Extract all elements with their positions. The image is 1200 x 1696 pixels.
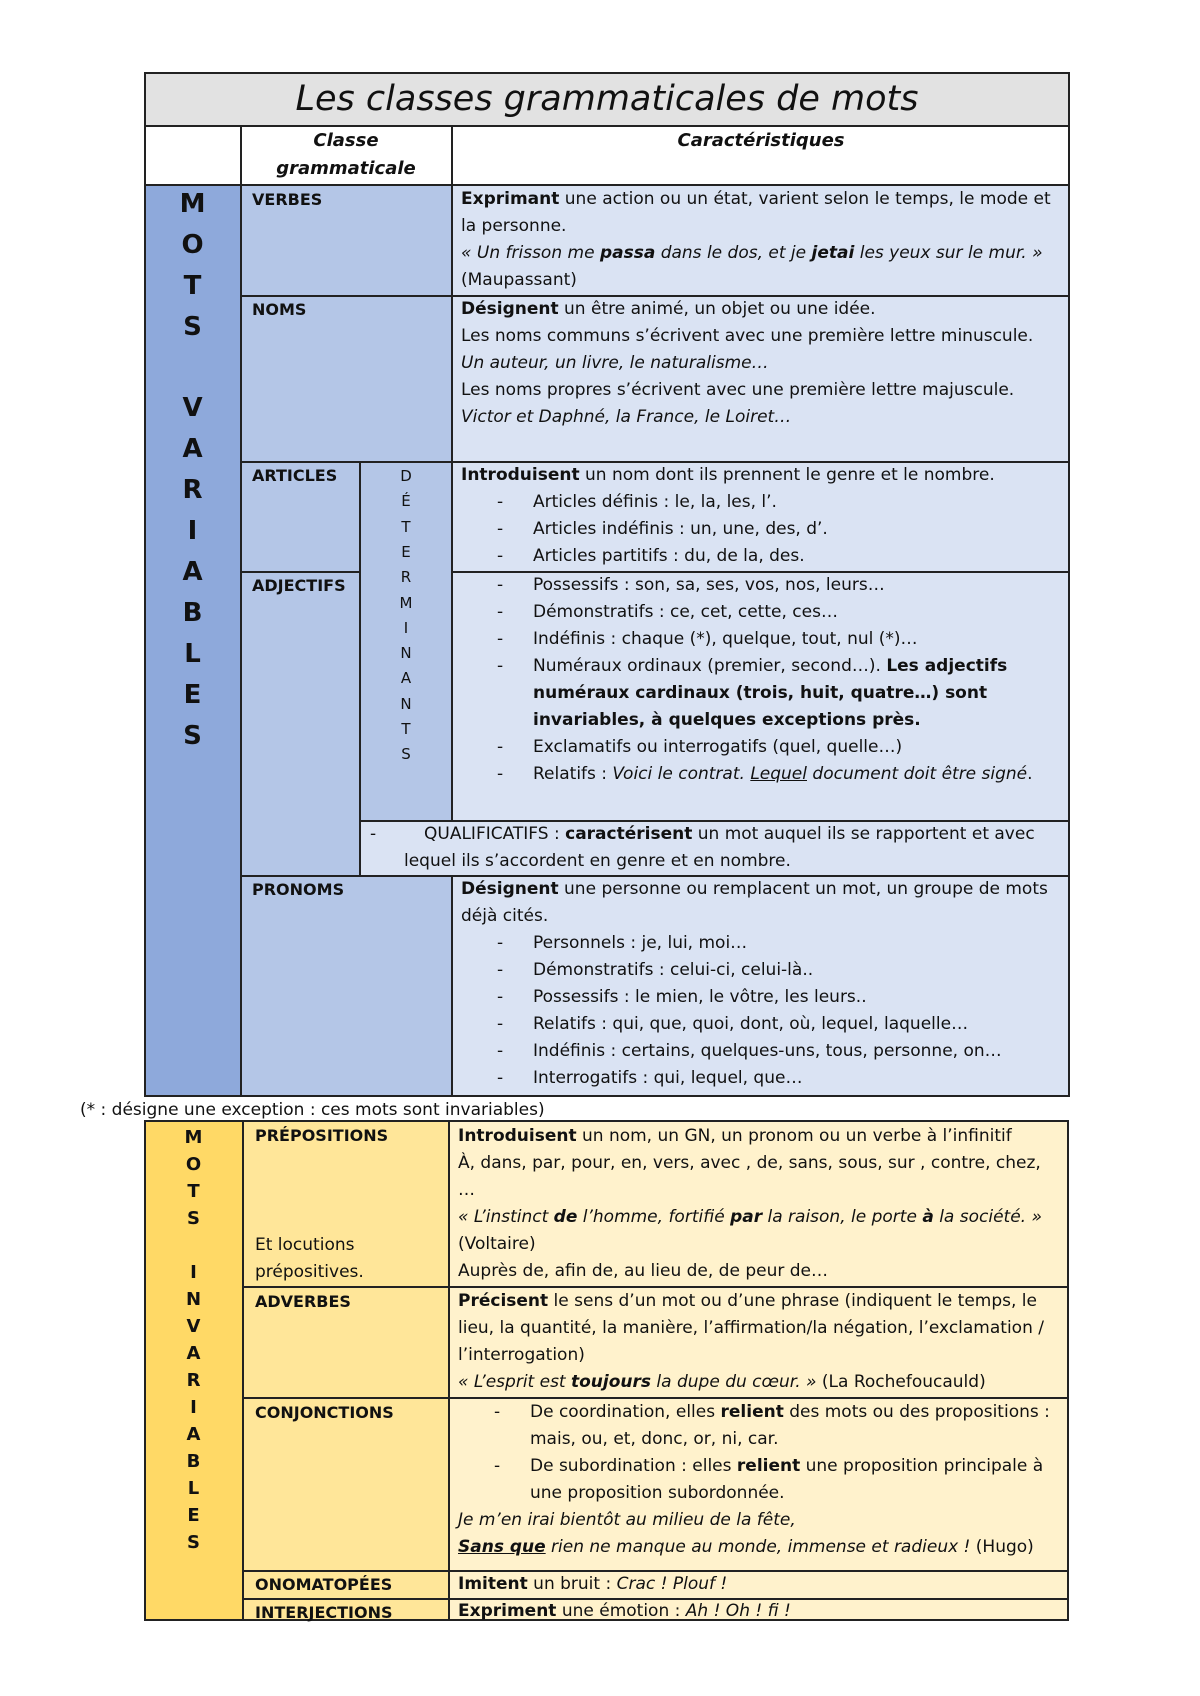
desc-pronoms [461,876,1061,1092]
paragraph [458,1507,1062,1534]
side-letter: R [182,475,203,505]
text-run: Expriment [458,1601,557,1621]
determinants-letter: A [400,669,412,688]
list-item: - Démonstratifs : celui-ci, celui-là.. [497,960,814,980]
text-run: Victor et Daphné, la France, le Loiret… [461,407,792,427]
side-letter: V [182,393,203,423]
text-run: des mots ou des propositions : mais, ou, et, donc, or, ni, car. [530,1402,1050,1449]
determinants-letter: R [400,568,412,587]
text-run: (La Rochefoucauld) [816,1372,986,1392]
text-run: dans le dos, et je [655,243,812,263]
text-run: « L’instinct [458,1207,554,1227]
text-run: De subordination : elles [530,1456,737,1476]
paragraph [461,323,1061,350]
mots-variables-label [144,190,241,1090]
text-run: Crac ! Plouf ! [616,1574,728,1594]
text-run: Exclamatifs ou interrogatifs (quel, quelle…) [533,737,903,757]
desc-interjections [458,1598,1062,1625]
determinants-letter: D [400,467,412,485]
text-run: toujours [571,1372,652,1392]
side-letter: B [182,598,203,628]
text-run: Personnels : je, lui, moi… [533,933,748,953]
text-run: Désignent [461,299,559,319]
text-run: Démonstratifs : celui-ci, celui-là.. [533,960,814,980]
text-run: Numéraux ordinaux (premier, second…). [533,656,887,676]
text-run: un être animé, un objet ou une idée. [558,299,876,319]
class-noms: NOMS [252,300,307,319]
side-letter: E [187,1505,200,1526]
side-letter: T [183,271,202,301]
header-classe: Classe grammaticale [276,130,416,179]
side-letter: L [187,1478,200,1499]
class-prepositions: PRÉPOSITIONS [255,1126,389,1145]
mots-invariables-label [144,1120,243,1620]
text-run: Désignent [461,879,559,899]
text-run: Voici le contrat. [612,764,751,784]
paragraph [458,1598,1062,1625]
text-run: Sans que [458,1537,546,1557]
text-run: . [1027,764,1033,784]
side-letter: T [187,1181,200,1202]
paragraph [458,1204,1062,1258]
side-letter: I [187,516,198,546]
paragraph [461,296,1061,323]
side-letter: A [186,1424,201,1445]
text-run: Auprès de, afin de, au lieu de, de peur de… [458,1261,829,1281]
class-verbes: VERBES [252,190,323,209]
paragraph [458,1534,1062,1561]
desc-onomatopees [458,1571,1062,1598]
list-item: - Articles partitifs : du, de la, des. [497,546,805,566]
side-letter: O [185,1154,202,1175]
list-item: - Articles définis : le, la, les, l’. [497,492,777,512]
text-run: Démonstratifs : ce, cet, cette, ces… [533,602,838,622]
text-run: Articles définis : le, la, les, l’. [533,492,777,512]
class-pronoms: PRONOMS [252,880,345,899]
text-run: une émotion : [556,1601,686,1621]
side-letter: A [186,1343,201,1364]
list-item: - Démonstratifs : ce, cet, cette, ces… [497,602,838,622]
determinants-label [360,463,452,803]
paragraph [458,1288,1062,1369]
side-letter: E [183,680,202,710]
invariables-class-column [243,1122,449,1621]
invariables-table [0,1120,1200,1620]
text-run: les yeux sur le mur. » [854,243,1043,263]
text-run: caractérisent [565,824,693,844]
list-item: - Indéfinis : certains, quelques-uns, tous, personne, on… [497,1041,1002,1061]
list-item: - Exclamatifs ou interrogatifs (quel, quelle…) [497,737,903,757]
paragraph [458,1571,1062,1598]
text-run: un nom, un GN, un pronom ou un verbe à l’infinitif [576,1126,1012,1146]
text-run: Je m’en irai bientôt au milieu de la fête, [458,1510,796,1530]
side-letter: I [190,1397,197,1418]
text-run: l’homme, fortifié [577,1207,731,1227]
text-run: Précisent [458,1291,549,1311]
paragraph [461,404,1061,431]
text-run: Un auteur, un livre, le naturalisme… [461,353,769,373]
class-adjectifs: ADJECTIFS [252,576,346,595]
class-articles: ARTICLES [252,466,338,485]
text-run: une action ou un état, varient selon le temps, le mode et la personne. [461,189,1051,236]
determinants-letter: N [400,644,412,663]
side-letter: S [183,312,202,342]
side-letter: S [187,1208,200,1229]
class-prepositions-sub: Et locutions prépositives. [255,1235,364,1282]
text-run: jetai [811,243,855,263]
determinants-letter: E [401,542,411,561]
desc-noms [461,296,1061,431]
list-item: - Possessifs : son, sa, ses, vos, nos, leurs… [497,575,885,595]
side-letter: S [187,1532,200,1553]
side-letter: R [186,1370,201,1391]
text-run: à [922,1207,934,1227]
determinants-letter: M [399,593,413,612]
list-item: - Indéfinis : chaque (*), quelque, tout, nul (*)… [497,629,918,649]
determinants-letter: T [401,720,411,738]
text-run: (Hugo) [970,1537,1034,1557]
text-run: (Voltaire) [458,1234,536,1254]
text-run: une personne ou remplacent un mot, un groupe de mots déjà cités. [461,879,1048,926]
text-run: Articles partitifs : du, de la, des. [533,546,805,566]
desc-articles [461,462,1061,570]
desc-conjonctions [458,1399,1062,1561]
text-run: Les noms communs s’écrivent avec une première lettre minuscule. [461,326,1034,346]
list-item: - Relatifs : qui, que, quoi, dont, où, lequel, laquelle… [497,1014,969,1034]
text-run: Indéfinis : chaque (*), quelque, tout, nul (*)… [533,629,918,649]
text-run: rien ne manque au monde, immense et radieux ! [545,1537,971,1557]
desc-prepositions [458,1123,1062,1285]
text-run: QUALIFICATIFS : [424,824,566,844]
desc-adverbes [458,1288,1062,1396]
text-run: Articles indéfinis : un, une, des, d’. [533,519,828,539]
text-run: Exprimant [461,189,560,209]
paragraph [461,876,1061,930]
side-letter: O [181,230,204,260]
text-run: Indéfinis : certains, quelques-uns, tous, personne, on… [533,1041,1002,1061]
text-run: Les noms propres s’écrivent avec une première lettre majuscule. [461,380,1015,400]
side-letter: A [182,434,203,464]
paragraph [458,1150,1062,1204]
text-run: De coordination, elles [530,1402,721,1422]
class-conjonctions: CONJONCTIONS [255,1403,394,1422]
paragraph [458,1369,1062,1396]
text-run: À, dans, par, pour, en, vers, avec , de, sans, sous, sur , contre, chez, … [458,1153,1041,1200]
class-onomatopees: ONOMATOPÉES [255,1575,393,1594]
desc-qualificatifs: - QUALIFICATIFS : caractérisent un mot auquel ils se rapportent et avec lequel ils s’accordent en genre et en nombre. [370,824,1035,871]
text-run: relient [736,1456,801,1476]
text-run: la société. » [933,1207,1042,1227]
side-letter: N [185,1289,202,1310]
side-letter: M [179,189,206,219]
paragraph [458,1123,1062,1150]
footnote: (* : désigne une exception : ces mots sont invariables) [80,1100,545,1120]
list-item: - Articles indéfinis : un, une, des, d’. [497,519,828,539]
class-interjections: INTERJECTIONS [255,1603,393,1622]
text-run: « Un frisson me [461,243,600,263]
text-run: Lequel [750,764,807,784]
text-run: une proposition principale à une proposition subordonnée. [530,1456,1044,1503]
desc-adjectifs [461,572,1061,788]
list-item: - Personnels : je, lui, moi… [497,933,748,953]
text-run: Les adjectifs numéraux cardinaux (trois, huit, quatre…) sont invariables, à quelques exceptions près. [533,656,1008,730]
text-run: un nom dont ils prennent le genre et le nombre. [579,465,995,485]
text-run: par [730,1207,763,1227]
text-run: Relatifs : qui, que, quoi, dont, où, lequel, laquelle… [533,1014,969,1034]
text-run: relient [720,1402,784,1422]
list-item: - De coordination, elles relient des mots ou des propositions : mais, ou, et, donc, or, ni, car. [494,1402,1050,1449]
determinants-letter: I [403,618,409,637]
header-caracteristiques: Caractéristiques [677,130,845,151]
side-letter: B [186,1451,201,1472]
paragraph [461,186,1061,240]
side-letter: V [186,1316,201,1337]
list-item: - Possessifs : le mien, le vôtre, les leurs.. [497,987,867,1007]
desc-verbes [461,186,1061,294]
text-run: passa [599,243,656,263]
text-run: la dupe du cœur. » [651,1372,817,1392]
list-item: - Numéraux ordinaux (premier, second…). Les adjectifs numéraux cardinaux (trois, huit, quatre…) sont invariables, à quelques exceptions près. [497,656,1008,730]
paragraph [461,350,1061,377]
text-run: Possessifs : son, sa, ses, vos, nos, leurs… [533,575,885,595]
class-adverbes: ADVERBES [255,1292,351,1311]
side-letter: M [184,1127,203,1148]
side-letter: L [184,639,201,669]
text-run: Interrogatifs : qui, lequel, que… [533,1068,803,1088]
text-run: document doit être signé [807,764,1028,784]
text-run: le sens d’un mot ou d’une phrase (indiquent le temps, le lieu, la quantité, la manière, l’affirmation/la négation, l’exclamation / l’interrogation) [458,1291,1044,1365]
text-run: Ah ! Oh ! fi ! [685,1601,791,1621]
side-letter: I [190,1262,197,1283]
text-run: Imitent [458,1574,528,1594]
paragraph [461,462,1061,489]
text-run: Introduisent [458,1126,577,1146]
list-item: - De subordination : elles relient une proposition principale à une proposition subordonnée. [494,1456,1044,1503]
determinants-letter: T [401,517,411,536]
text-run: Possessifs : le mien, le vôtre, les leurs.. [533,987,867,1007]
text-run: « L’esprit est [458,1372,571,1392]
text-run: un mot auquel ils se rapportent et avec lequel ils s’accordent en genre et en nombre. [404,824,1035,871]
text-run: un bruit : [527,1574,617,1594]
list-item: - Interrogatifs : qui, lequel, que… [497,1068,803,1088]
page-title: Les classes grammaticales de mots [295,79,919,119]
side-letter: A [182,557,203,587]
text-run: Introduisent [461,465,580,485]
determinants-letter: N [400,694,412,713]
text-run: de [553,1207,578,1227]
side-letter: S [183,721,202,751]
text-run: la raison, le porte [762,1207,923,1227]
text-run: Relatifs : [533,764,613,784]
paragraph [461,377,1061,404]
paragraph [458,1258,1062,1285]
determinants-letter: S [401,745,411,764]
text-run: (Maupassant) [461,270,577,290]
determinants-letter: É [401,492,411,511]
paragraph [461,240,1061,294]
list-item: - Relatifs : Voici le contrat. Lequel document doit être signé. [497,764,1033,784]
